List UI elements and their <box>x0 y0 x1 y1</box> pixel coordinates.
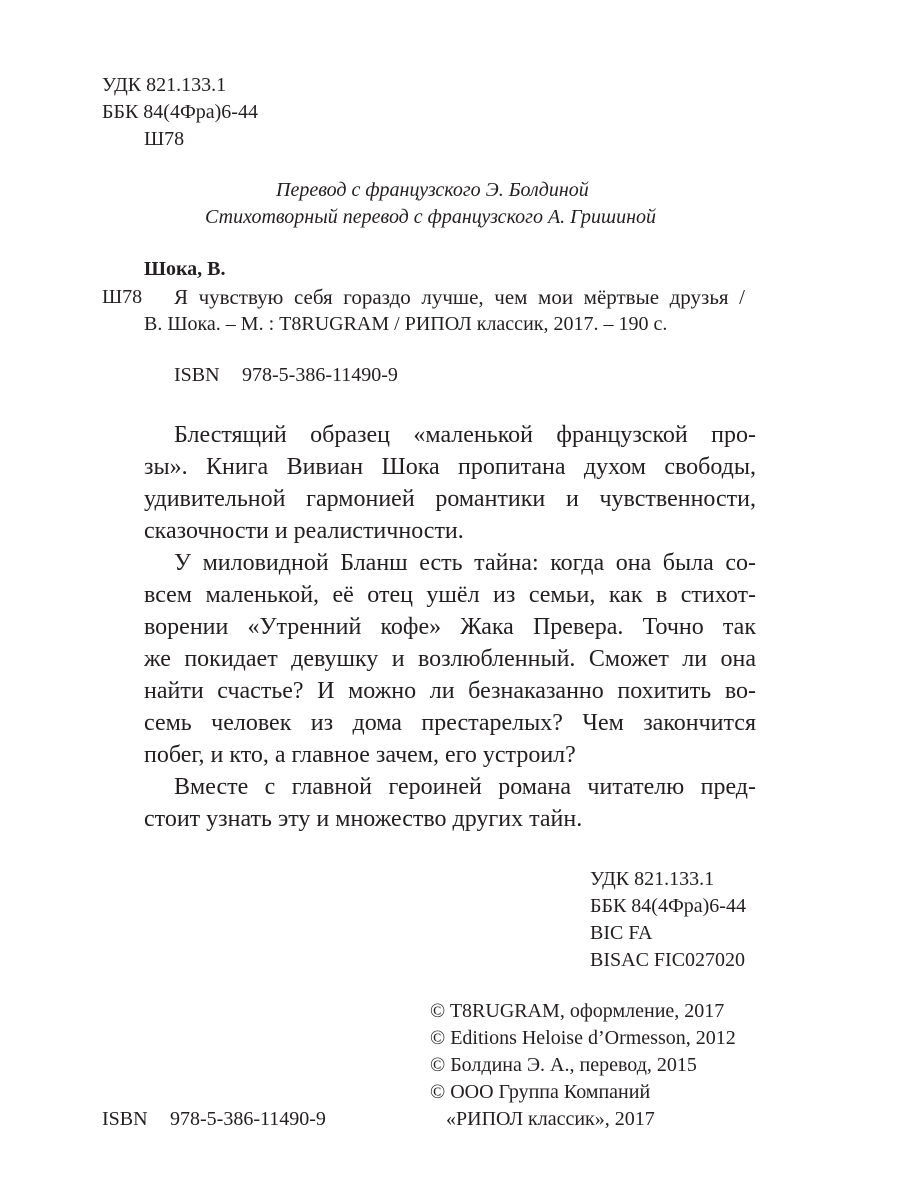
annotation-p2-line-2: всем маленькой, её отец ушёл из семьи, как в стихот- <box>144 582 756 608</box>
bottom-udk: УДК 821.133.1 <box>590 868 715 890</box>
bottom-isbn-value: 978-5-386-11490-9 <box>170 1108 326 1130</box>
bottom-bbk: ББК 84(4Фра)6-44 <box>590 895 746 917</box>
bottom-isbn-label: ISBN <box>102 1108 148 1130</box>
bottom-bisac: BISAC FIC027020 <box>590 949 746 971</box>
copyright-design: © T8RUGRAM, оформление, 2017 <box>430 1000 725 1022</box>
annotation-p2-line-6: семь человек из дома престарелых? Чем закончится <box>144 710 756 736</box>
top-bbk: ББК 84(4Фра)6-44 <box>102 101 258 123</box>
record-title-line-2: В. Шока. – М. : T8RUGRAM / РИПОЛ классик, 2017. – 190 с. <box>144 313 668 335</box>
annotation-p1-line-1: Блестящий образец «маленькой французской про- <box>174 422 756 448</box>
annotation-p3-line-1: Вместе с главной героиней романа читателю пред- <box>174 774 756 800</box>
record-isbn-value: 978-5-386-11490-9 <box>242 364 398 386</box>
annotation-p1-line-3: удивительной гармонией романтики и чувственности, <box>144 486 756 512</box>
annotation-p3-line-2: стоит узнать эту и множество других тайн. <box>144 806 583 832</box>
record-title-line-1: Я чувствую себя гораздо лучше, чем мои мёртвые друзья / <box>174 285 745 309</box>
record-author: Шока, В. <box>144 258 226 280</box>
translator-verse: Стихотворный перевод с французского А. Гришиной <box>205 206 657 228</box>
annotation-p1-line-4: сказочности и реалистичности. <box>144 518 464 544</box>
copyright-publisher-line-1: © ООО Группа Компаний <box>430 1081 651 1103</box>
annotation-p2-line-1: У миловидной Бланш есть тайна: когда она была со- <box>174 550 756 576</box>
bottom-bic: BIC FA <box>590 922 653 944</box>
record-isbn-label: ISBN <box>174 364 220 386</box>
copyright-publisher-line-2: «РИПОЛ классик», 2017 <box>446 1108 655 1130</box>
annotation-p2-line-5: найти счастье? И можно ли безнаказанно похитить во- <box>144 678 756 704</box>
annotation-p2-line-4: же покидает девушку и возлюбленный. Сможет ли она <box>144 646 756 672</box>
top-author-mark: Ш78 <box>144 128 185 150</box>
copyright-original: © Editions Heloise d’Ormesson, 2012 <box>430 1027 736 1049</box>
translator-prose: Перевод с французского Э. Болдиной <box>276 179 589 201</box>
annotation-p2-line-7: побег, и кто, а главное зачем, его устроил? <box>144 742 576 768</box>
annotation-p1-line-2: зы». Книга Вивиан Шока пропитана духом свободы, <box>144 454 756 480</box>
top-udk: УДК 821.133.1 <box>102 74 227 96</box>
copyright-translation: © Болдина Э. А., перевод, 2015 <box>430 1054 697 1076</box>
record-mark: Ш78 <box>102 286 143 308</box>
annotation-p2-line-3: ворении «Утренний кофе» Жака Превера. Точно так <box>144 614 756 640</box>
